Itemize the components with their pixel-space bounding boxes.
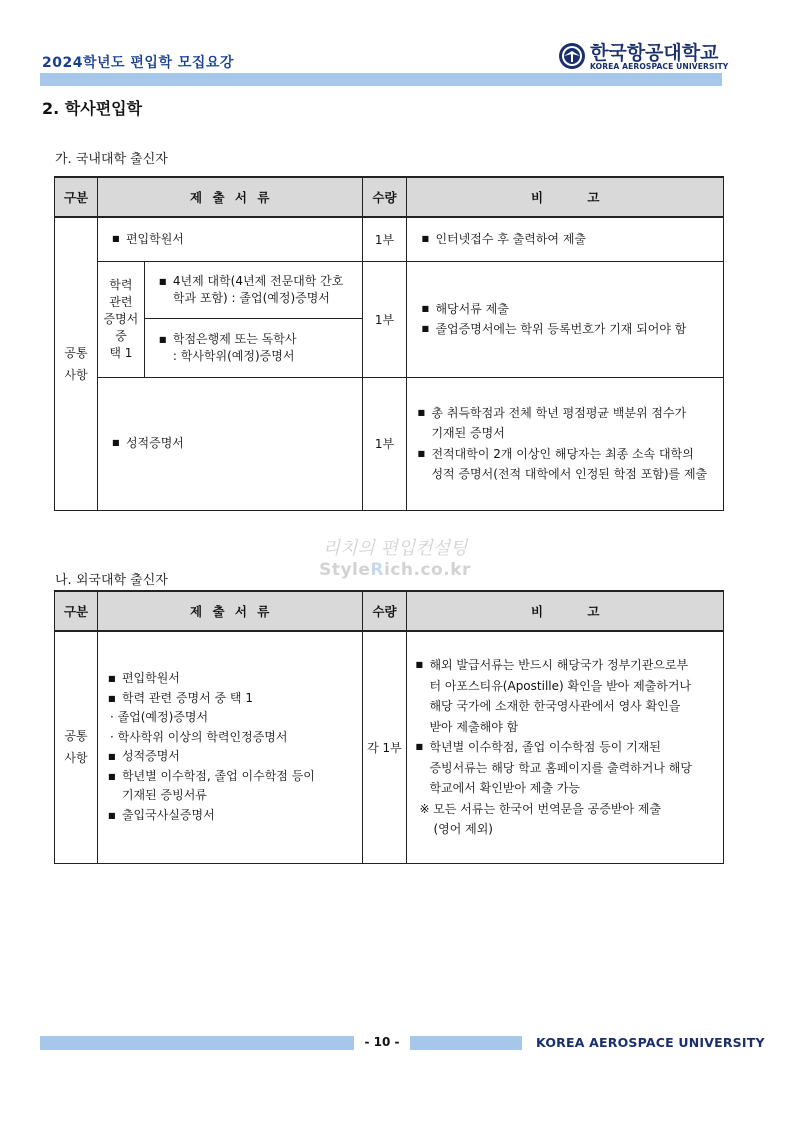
- doc-cell: ■ 편입학원서: [97, 217, 362, 261]
- table-row: [55, 377, 724, 510]
- table-header-row: [55, 177, 724, 217]
- header-category: 구분: [55, 591, 98, 631]
- header-documents: 제 출 서 류: [97, 177, 362, 217]
- university-logo: [558, 38, 729, 74]
- domestic-table: [54, 176, 724, 511]
- header-quantity: 수량: [362, 177, 407, 217]
- header-bar: [40, 73, 722, 86]
- table-row: [55, 217, 724, 261]
- header-documents: 제 출 서 류: [97, 591, 362, 631]
- header-category: 구분: [55, 177, 98, 217]
- emblem-icon: [558, 41, 586, 71]
- footer-bar-right: [410, 1036, 522, 1050]
- qty-cell: 1부: [362, 377, 407, 510]
- remark-cell: ■ 해당서류 제출 ■ 졸업증명서에는 학위 등록번호가 기재 되어야 함: [407, 261, 724, 377]
- logo-name-en: KOREA AEROSPACE UNIVERSITY: [590, 62, 729, 71]
- academic-option-1: ■ 4년제 대학(4년제 전문대학 간호 학과 포함) : 졸업(예정)증명서: [144, 261, 362, 318]
- table-row: [55, 631, 724, 863]
- footer-org-name: KOREA AEROSPACE UNIVERSITY: [536, 1035, 765, 1050]
- qty-cell: 각 1부: [362, 631, 407, 863]
- section-title: 2. 학사편입학: [42, 99, 143, 118]
- qty-cell: 1부: [362, 261, 407, 377]
- watermark: 리치의 편입컨설팅 StyleRich.co.kr: [319, 538, 471, 580]
- foreign-subtitle: 나. 외국대학 출신자: [55, 573, 168, 588]
- foreign-table: [54, 590, 724, 864]
- remark-cell: ■ 인터넷접수 후 출력하여 제출: [407, 217, 724, 261]
- academic-label-cell: 학력 관련 증명서 중 택 1: [97, 261, 144, 377]
- doc-cell: ■ 성적증명서: [97, 377, 362, 510]
- header-remarks: 비 고: [407, 591, 724, 631]
- page-header-title: 2024학년도 편입학 모집요강: [42, 55, 234, 71]
- remark-cell: ■ 총 취득학점과 전체 학년 평점평균 백분위 점수가 기재된 증명서 ■ 전적대학이 2개 이상인 해당자는 최종 소속 대학의 성적 증명서(전적 대학에서 인정된 학점 포함)를 제출: [407, 377, 724, 510]
- table-row: [55, 261, 724, 318]
- header-remarks: 비 고: [407, 177, 724, 217]
- page-number: - 10 -: [364, 1035, 400, 1049]
- doc-cell: ■ 편입학원서 ■ 학력 관련 증명서 중 택 1 · 졸업(예정)증명서 · 학사학위 이상의 학력인정증명서 ■ 성적증명서 ■ 학년별 이수학점, 졸업 이수학점 등이 기재된 증빙서류 ■ 출입국사실증명서: [97, 631, 362, 863]
- header-quantity: 수량: [362, 591, 407, 631]
- remark-cell: ■ 해외 발급서류는 반드시 해당국가 정부기관으로부 터 아포스티유(Apostille) 확인을 받아 제출하거나 해당 국가에 소재한 한국영사관에서 영사 확인을 받아 제출해야 함 ■ 학년별 이수학점, 졸업 이수학점 등이 기재된 증빙서류는 해당 학교 홈페이지를 출력하거나 해당 학교에서 확인받아 제출 가능 ※ 모든 서류는 한국어 번역문을 공증받아 제출 (영어 제외): [407, 631, 724, 863]
- category-cell: 공통 사항: [55, 631, 98, 863]
- academic-option-2: ■ 학점은행제 또는 독학사 : 학사학위(예정)증명서: [144, 318, 362, 377]
- logo-name-kr: 한국항공대학교: [590, 42, 719, 64]
- table-header-row: [55, 591, 724, 631]
- domestic-subtitle: 가. 국내대학 출신자: [55, 152, 168, 167]
- category-cell: 공통 사항: [55, 217, 98, 510]
- footer-bar-left: [40, 1036, 354, 1050]
- qty-cell: 1부: [362, 217, 407, 261]
